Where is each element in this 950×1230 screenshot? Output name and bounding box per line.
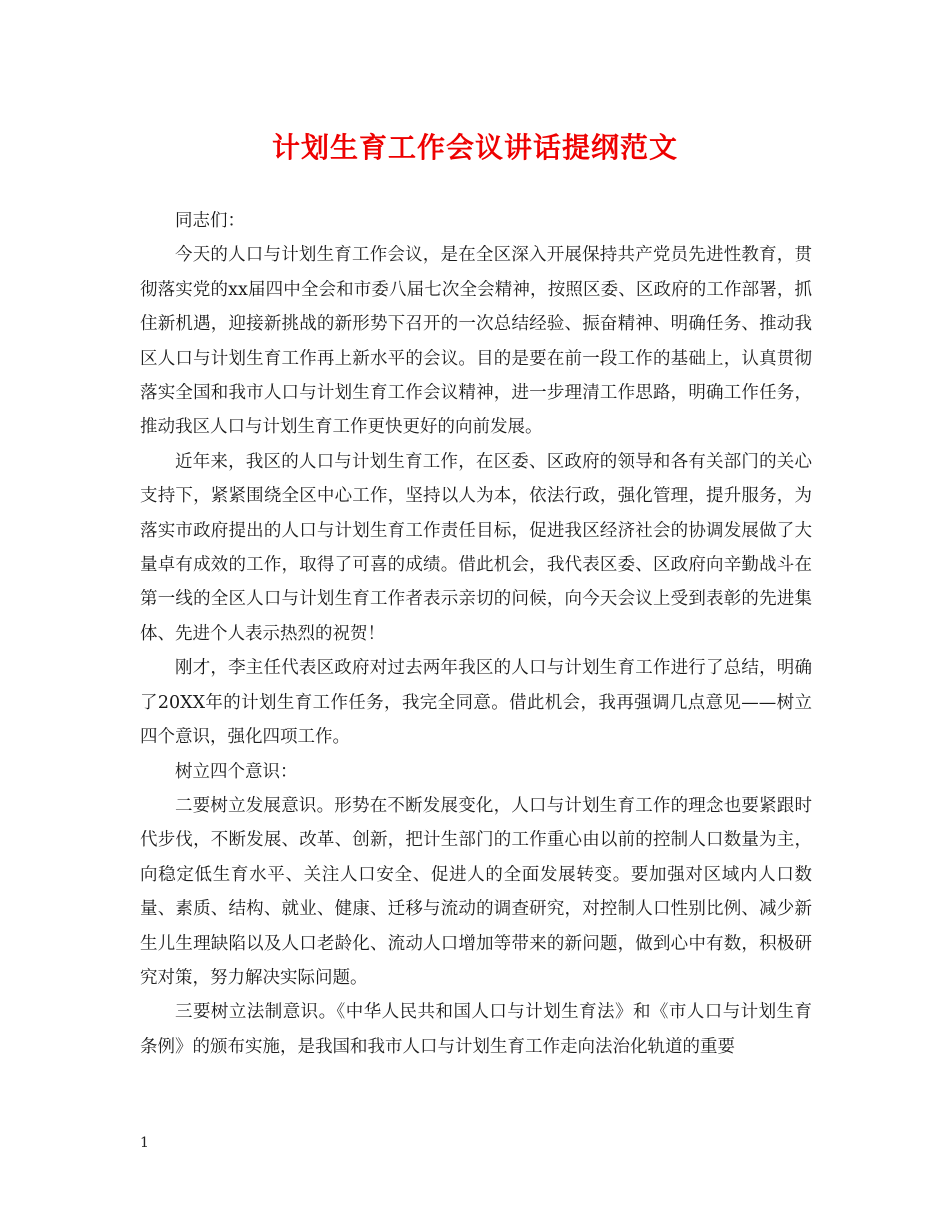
body-paragraph: 刚才，李主任代表区政府对过去两年我区的人口与计划生育工作进行了总结，明确了20XX年的计划生育工作任务，我完全同意。借此机会，我再强调几点意见——树立四个意识，强化四项工作。 [140,658,812,748]
document-title: 计划生育工作会议讲话提纲范文 [271,131,678,164]
document-body [140,204,812,1064]
section-heading-paragraph: 树立四个意识： [175,761,298,782]
body-paragraph: 三要树立法制意识。《中华人民共和国人口与计划生育法》和《市人口与计划生育条例》的颁布实施，是我国和我市人口与计划生育工作走向法治化轨道的重要 [140,1002,812,1057]
page-number: 1 [140,1135,149,1151]
body-paragraph: 二要树立发展意识。形势在不断发展变化，人口与计划生育工作的理念也要紧跟时代步伐，不断发展、改革、创新，把计生部门的工作重心由以前的控制人口数量为主，向稳定低生育水平、关注人口安全、促进人的全面发展转变。要加强对区域内人口数量、素质、结构、就业、健康、迁移与流动的调查研究，对控制人口性别比例、减少新生儿生理缺陷以及人口老龄化、流动人口增加等带来的新问题，做到心中有数，积极研究对策，努力解决实际问题。 [140,795,812,988]
body-paragraph: 近年来，我区的人口与计划生育工作，在区委、区政府的领导和各有关部门的关心支持下，紧紧围绕全区中心工作，坚持以人为本，依法行政，强化管理，提升服务，为落实市政府提出的人口与计划生育工作责任目标，促进我区经济社会的协调发展做了大量卓有成效的工作，取得了可喜的成绩。借此机会，我代表区委、区政府向辛勤战斗在第一线的全区人口与计划生育工作者表示亲切的问候，向今天会议上受到表彰的先进集体、先进个人表示热烈的祝贺！ [140,451,812,644]
salutation-paragraph: 同志们： [175,211,245,231]
body-paragraph: 今天的人口与计划生育工作会议，是在全区深入开展保持共产党员先进性教育，贯彻落实党的xx届四中全会和市委八届七次全会精神，按照区委、区政府的工作部署，抓住新机遇，迎接新挑战的新形势下召开的一次总结经验、振奋精神、明确任务、推动我区人口与计划生育工作再上新水平的会议。目的是要在前一段工作的基础上，认真贯彻落实全国和我市人口与计划生育工作会议精神，进一步理清工作思路，明确工作任务，推动我区人口与计划生育工作更快更好的向前发展。 [140,245,812,438]
